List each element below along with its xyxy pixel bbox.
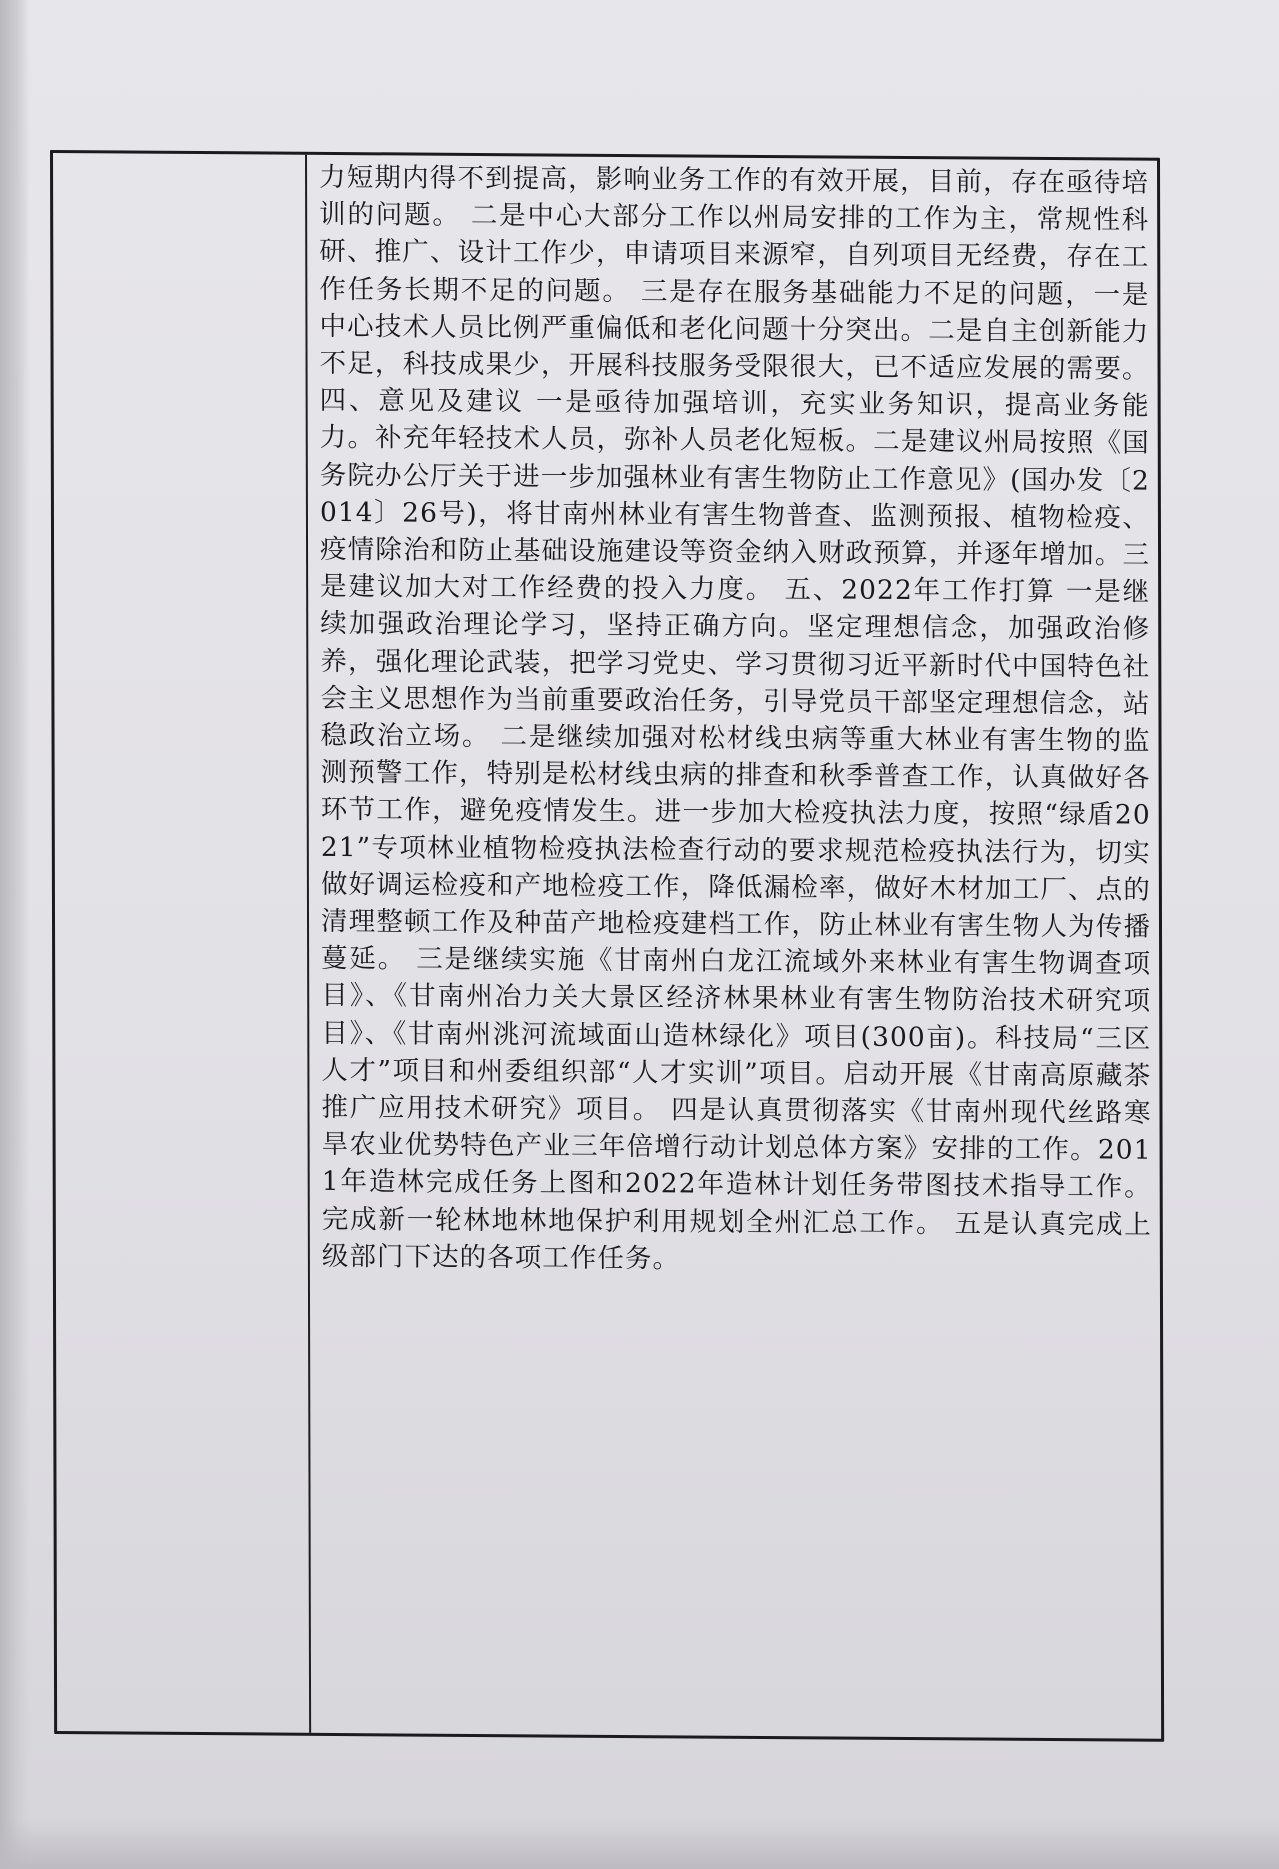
background-surface: [0, 1819, 1279, 1869]
page-edge-shadow: [0, 0, 30, 1869]
report-form-table: [50, 150, 1164, 1742]
label-column-cell: [53, 153, 311, 1733]
content-column-cell: [319, 159, 1152, 1281]
report-body-text: 力短期内得不到提高，影响业务工作的有效开展，目前，存在亟待培训的问题。 二是中心大部分工作以州局安排的工作为主，常规性科研、推广、设计工作少，申请项目来源窄，自列项目无经费，存在工作任务长期不足的问题。 三是存在服务基础能力不足的问题，一是中心技术人员比例严重偏低和老化问题十分突出。二是自主创新能力不足，科技成果少，开展科技服务受限很大，已不适应发展的需要。 四、意见及建议 一是亟待加强培训，充实业务知识，提高业务能力。补充年轻技术人员，弥补人员老化短板。二是建议州局按照《国务院办公厅关于进一步加强林业有害生物防止工作意见》(国办发〔2014〕26号)，将甘南州林业有害生物普查、监测预报、植物检疫、疫情除治和防止基础设施建设等资金纳入财政预算，并逐年增加。三是建议加大对工作经费的投入力度。 五、2022年工作打算 一是继续加强政治理论学习，坚持正确方向。坚定理想信念，加强政治修养，强化理论武装，把学习党史、学习贯彻习近平新时代中国特色社会主义思想作为当前重要政治任务，引导党员干部坚定理想信念，站稳政治立场。 二是继续加强对松材线虫病等重大林业有害生物的监测预警工作，特别是松材线虫病的排查和秋季普查工作，认真做好各环节工作，避免疫情发生。进一步加大检疫执法力度，按照“绿盾2021”专项林业植物检疫执法检查行动的要求规范检疫执法行为，切实做好调运检疫和产地检疫工作，降低漏检率，做好木材加工厂、点的清理整顿工作及种苗产地检疫建档工作，防止林业有害生物人为传播蔓延。 三是继续实施《甘南州白龙江流域外来林业有害生物调查项目》、《甘南州冶力关大景区经济林果林业有害生物防治技术研究项目》、《甘南州洮河流域面山造林绿化》项目(300亩)。科技局“三区人才”项目和州委组织部“人才实训”项目。启动开展《甘南高原藏茶推广应用技术研究》项目。 四是认真贯彻落实《甘南州现代丝路寒旱农业优势特色产业三年倍增行动计划总体方案》安排的工作。2011年造林完成任务上图和2022年造林计划任务带图技术指导工作。完成新一轮林地林地保护利用规划全州汇总工作。 五是认真完成上级部门下达的各项工作任务。: [319, 161, 1152, 1275]
